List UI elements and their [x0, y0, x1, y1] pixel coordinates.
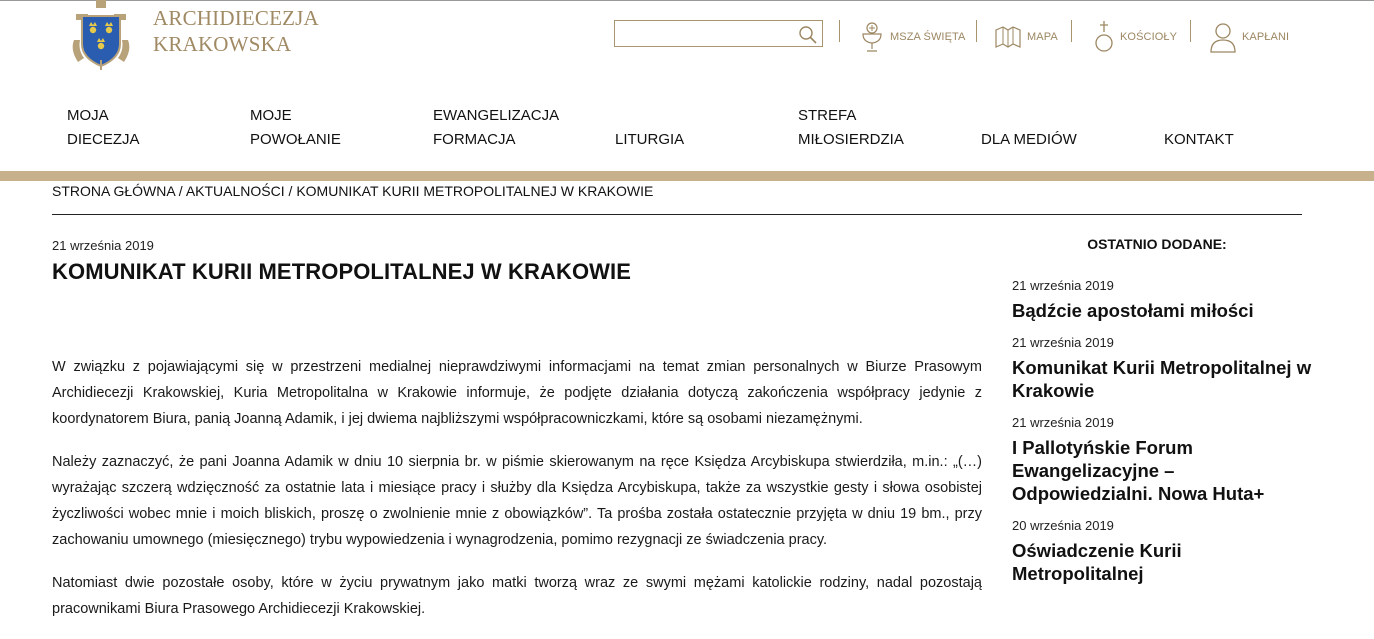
recent-post-title[interactable]: Bądźcie apostołami miłości: [1012, 300, 1254, 321]
tool-mass-link[interactable]: [860, 20, 965, 54]
tool-map-label: MAPA: [1027, 31, 1058, 43]
nav-label-line: MOJE: [250, 107, 292, 124]
article-paragraph: W związku z pojawiającymi się w przestrzeni medialnej nieprawdziwymi informacjami na temat zmian personalnych w Biurze Prasowym Archidiecezji Krakowskiej, Kuria Metropolitalna w Krakowie informuje, że podjęte działania dotyczą zakończenia współpracy jedynie z koordynatorem Biura, panią Joanną Adamik, i jej dwiema najbliższymi współpracowniczkami, które są osobami niezamężnymi.: [52, 359, 982, 427]
tool-churches-label: KOŚCIOŁY: [1120, 31, 1178, 43]
nav-label-line: FORMACJA: [433, 131, 516, 148]
nav-label-line: EWANGELIZACJA: [433, 107, 560, 124]
article-title: KOMUNIKAT KURII METROPOLITALNEJ W KRAKOWIE: [52, 259, 632, 284]
nav-item-my-vocation[interactable]: [250, 104, 410, 152]
nav-item-for-media[interactable]: [981, 128, 1141, 152]
tool-priests-label: KAPŁANI: [1242, 31, 1290, 43]
tool-priests-link[interactable]: [1210, 20, 1289, 54]
recent-post-item[interactable]: [1012, 518, 1312, 585]
nav-label-line: DLA MEDIÓW: [981, 131, 1077, 148]
logo-line-2: KRAKOWSKA: [153, 32, 292, 56]
recent-posts-list: [1012, 278, 1312, 598]
nav-label-line: DIECEZJA: [67, 131, 140, 148]
search-input[interactable]: [615, 21, 807, 46]
search-icon[interactable]: [798, 25, 818, 45]
person-icon: [1210, 21, 1236, 53]
recent-post-date: 21 września 2019: [1012, 415, 1114, 430]
nav-item-mercy-zone[interactable]: [798, 104, 958, 152]
breadcrumb-separator: /: [284, 183, 297, 199]
chalice-icon: [860, 21, 884, 53]
nav-item-my-diocese[interactable]: [67, 104, 227, 152]
church-icon: [1094, 20, 1114, 54]
search-box: [614, 20, 823, 47]
recent-post-title[interactable]: Oświadczenie Kurii Metropolitalnej: [1012, 540, 1182, 584]
breadcrumb-news-link[interactable]: AKTUALNOŚCI: [185, 183, 285, 199]
article-paragraph: Należy zaznaczyć, że pani Joanna Adamik w dniu 10 sierpnia br. w piśmie skierowanym na ręce Księdza Arcybiskupa stwierdziła, m.in.: „(…) wyrażając szczerą wdzięczność za ostatnie lata i miesiące pracy i służby dla Księdza Arcybiskupa, także za wszystkie gesty i słowa osobistej życzliwości wobec mnie i moich bliskich, proszę o zwolnienie mnie z obowiązków”. Ta prośba została ostatecznie przyjęta w dniu 19 bm., przy zachowaniu umownego (miesięcznego) trybu wypowiedzenia i wynagrodzenia, pomimo rezygnacji ze świadczenia pracy.: [52, 454, 982, 548]
breadcrumb: [52, 183, 653, 199]
site-logo-text[interactable]: [153, 5, 319, 57]
nav-label-line: POWOŁANIE: [250, 131, 341, 148]
archdiocese-coat-of-arms-icon[interactable]: [66, 0, 136, 70]
recent-post-date: 21 września 2019: [1012, 278, 1114, 293]
tool-churches-link[interactable]: [1094, 20, 1177, 54]
recent-post-title[interactable]: I Pallotyńskie Forum Ewangelizacyjne – Odpowiedzialni. Nowa Huta+: [1012, 437, 1265, 504]
nav-label-line: LITURGIA: [615, 131, 685, 148]
recent-post-item[interactable]: [1012, 278, 1312, 322]
article-body: [52, 354, 982, 639]
tool-mass-label: MSZA ŚWIĘTA: [890, 31, 966, 43]
logo-line-1: ARCHIDIECEZJA: [153, 6, 319, 30]
breadcrumb-current: KOMUNIKAT KURII METROPOLITALNEJ W KRAKOWIE: [296, 183, 654, 199]
nav-label-line: STREFA: [798, 107, 857, 124]
nav-item-evangelization[interactable]: [433, 104, 593, 152]
tool-map-link[interactable]: [995, 20, 1058, 54]
nav-label-line: MOJA: [67, 107, 109, 124]
recent-post-item[interactable]: [1012, 415, 1312, 505]
breadcrumb-divider: [52, 214, 1302, 215]
recent-posts-heading: OSTATNIO DODANE:: [1087, 236, 1227, 252]
recent-post-date: 20 września 2019: [1012, 518, 1114, 533]
article-date: 21 września 2019: [52, 238, 154, 253]
article-paragraph: Natomiast dwie pozostałe osoby, które w życiu prywatnym jako matki tworzą wraz ze swymi mężami katolickie rodziny, nadal pozostają pracownikami Biura Prasowego Archidiecezji Krakowskiej.: [52, 575, 982, 617]
header-separator: [839, 20, 840, 42]
header-separator: [1190, 20, 1191, 42]
nav-item-contact[interactable]: [1164, 128, 1324, 152]
recent-post-item[interactable]: [1012, 335, 1312, 402]
recent-post-date: 21 września 2019: [1012, 335, 1114, 350]
nav-label-line: KONTAKT: [1164, 131, 1234, 148]
breadcrumb-home-link[interactable]: STRONA GŁÓWNA: [52, 183, 175, 199]
header-separator: [1071, 20, 1072, 42]
gold-divider-band: [0, 171, 1374, 181]
header-separator: [976, 20, 977, 42]
map-icon: [995, 25, 1021, 49]
main-navigation: [0, 104, 1374, 154]
recent-post-title[interactable]: Komunikat Kurii Metropolitalnej w Krakowie: [1012, 357, 1312, 401]
nav-item-liturgy[interactable]: [615, 128, 775, 152]
top-border: [0, 0, 1374, 1]
nav-label-line: MIŁOSIERDZIA: [798, 131, 904, 148]
breadcrumb-separator: /: [174, 183, 186, 199]
